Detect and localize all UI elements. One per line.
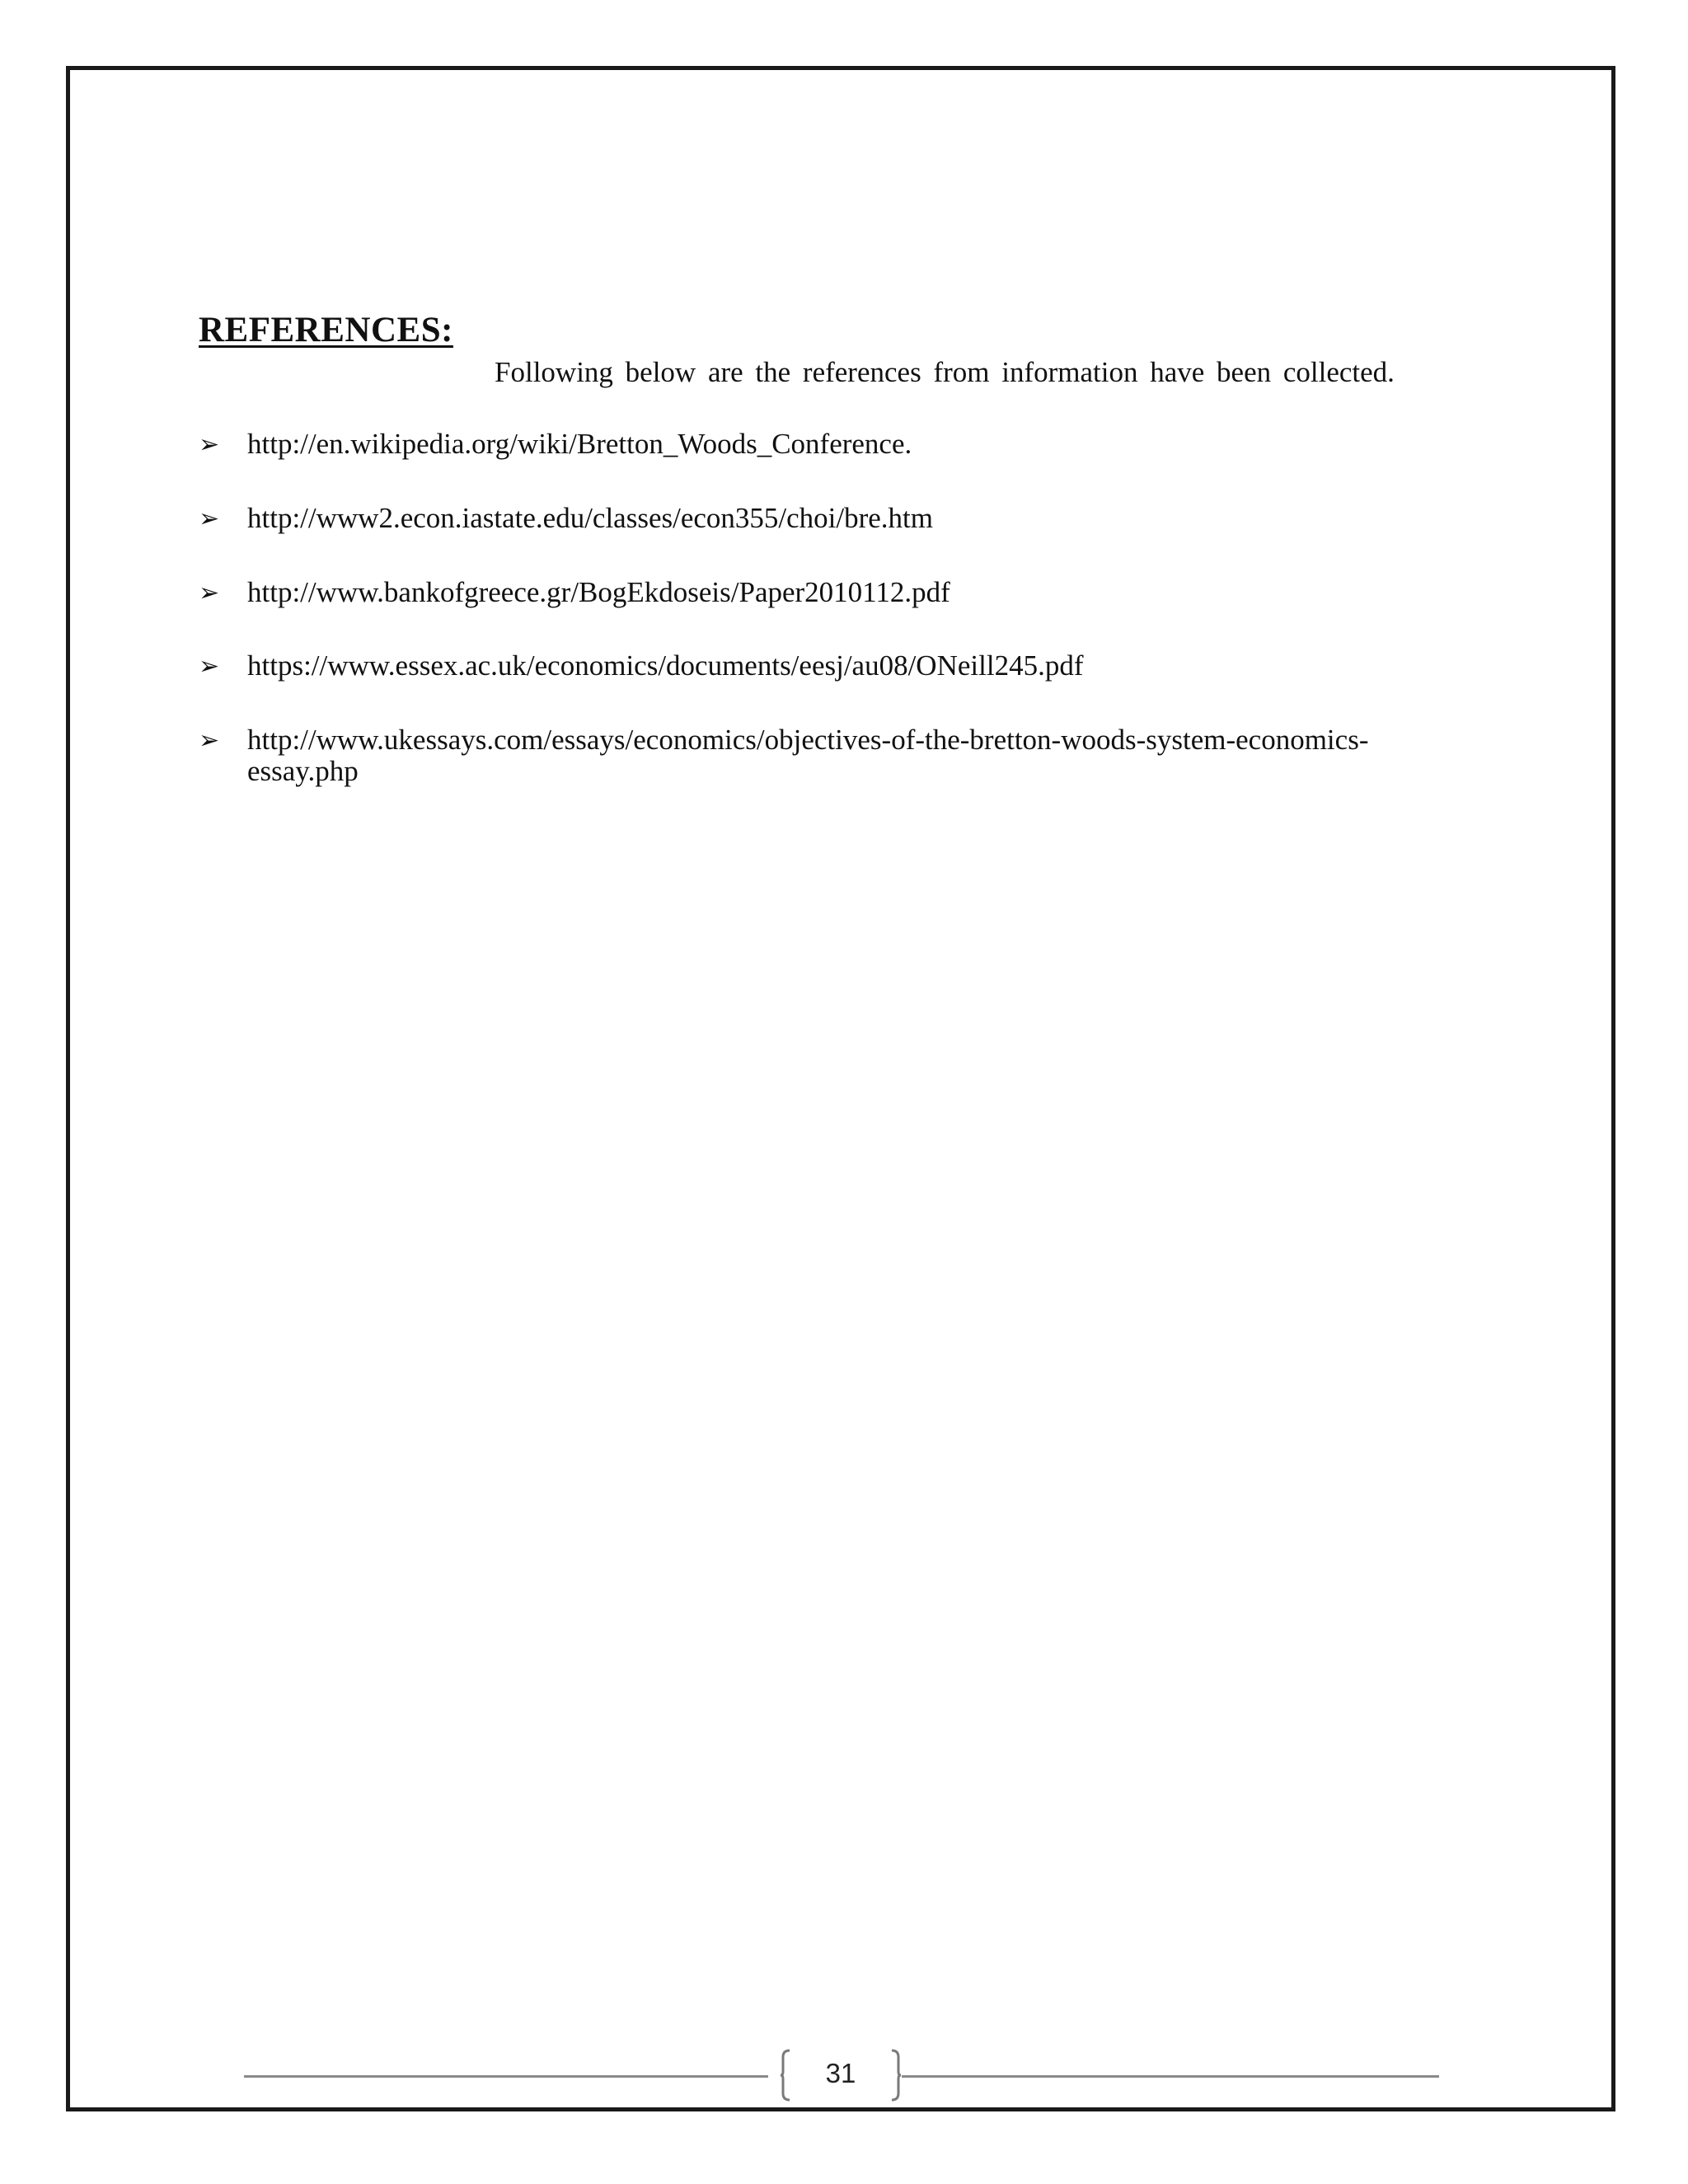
footer-rule-left — [244, 2075, 768, 2078]
references-heading: REFERENCES: — [199, 311, 453, 349]
arrow-bullet-icon: ➢ — [199, 504, 220, 533]
arrow-bullet-icon: ➢ — [199, 726, 220, 756]
references-intro: Following below are the references from information have been collected. — [495, 356, 1395, 388]
reference-item[interactable] — [199, 503, 1484, 534]
right-brace-icon — [890, 2049, 902, 2102]
arrow-bullet-icon: ➢ — [199, 430, 220, 459]
reference-link[interactable]: http://www.bankofgreece.gr/BogEkdoseis/Paper2010112.pdf — [247, 575, 950, 608]
arrow-bullet-icon: ➢ — [199, 578, 220, 607]
reference-item[interactable] — [199, 429, 1484, 460]
references-list — [199, 429, 1484, 830]
reference-item[interactable] — [199, 650, 1484, 682]
footer-rule-right — [902, 2075, 1439, 2078]
reference-link[interactable]: http://www.ukessays.com/essays/economics/objectives-of-the-bretton-woods-system-economics-essay.php — [247, 724, 1369, 787]
reference-link[interactable]: http://www2.econ.iastate.edu/classes/econ355/choi/bre.htm — [247, 501, 934, 534]
page-number: 31 — [825, 2058, 856, 2088]
reference-link[interactable]: http://en.wikipedia.org/wiki/Bretton_Woods_Conference. — [247, 428, 912, 460]
reference-item[interactable] — [199, 577, 1484, 608]
reference-link[interactable]: https://www.essex.ac.uk/economics/documents/eesj/au08/ONeill245.pdf — [247, 649, 1084, 682]
reference-item[interactable] — [199, 724, 1484, 787]
left-brace-icon — [780, 2049, 791, 2102]
arrow-bullet-icon: ➢ — [199, 652, 220, 682]
